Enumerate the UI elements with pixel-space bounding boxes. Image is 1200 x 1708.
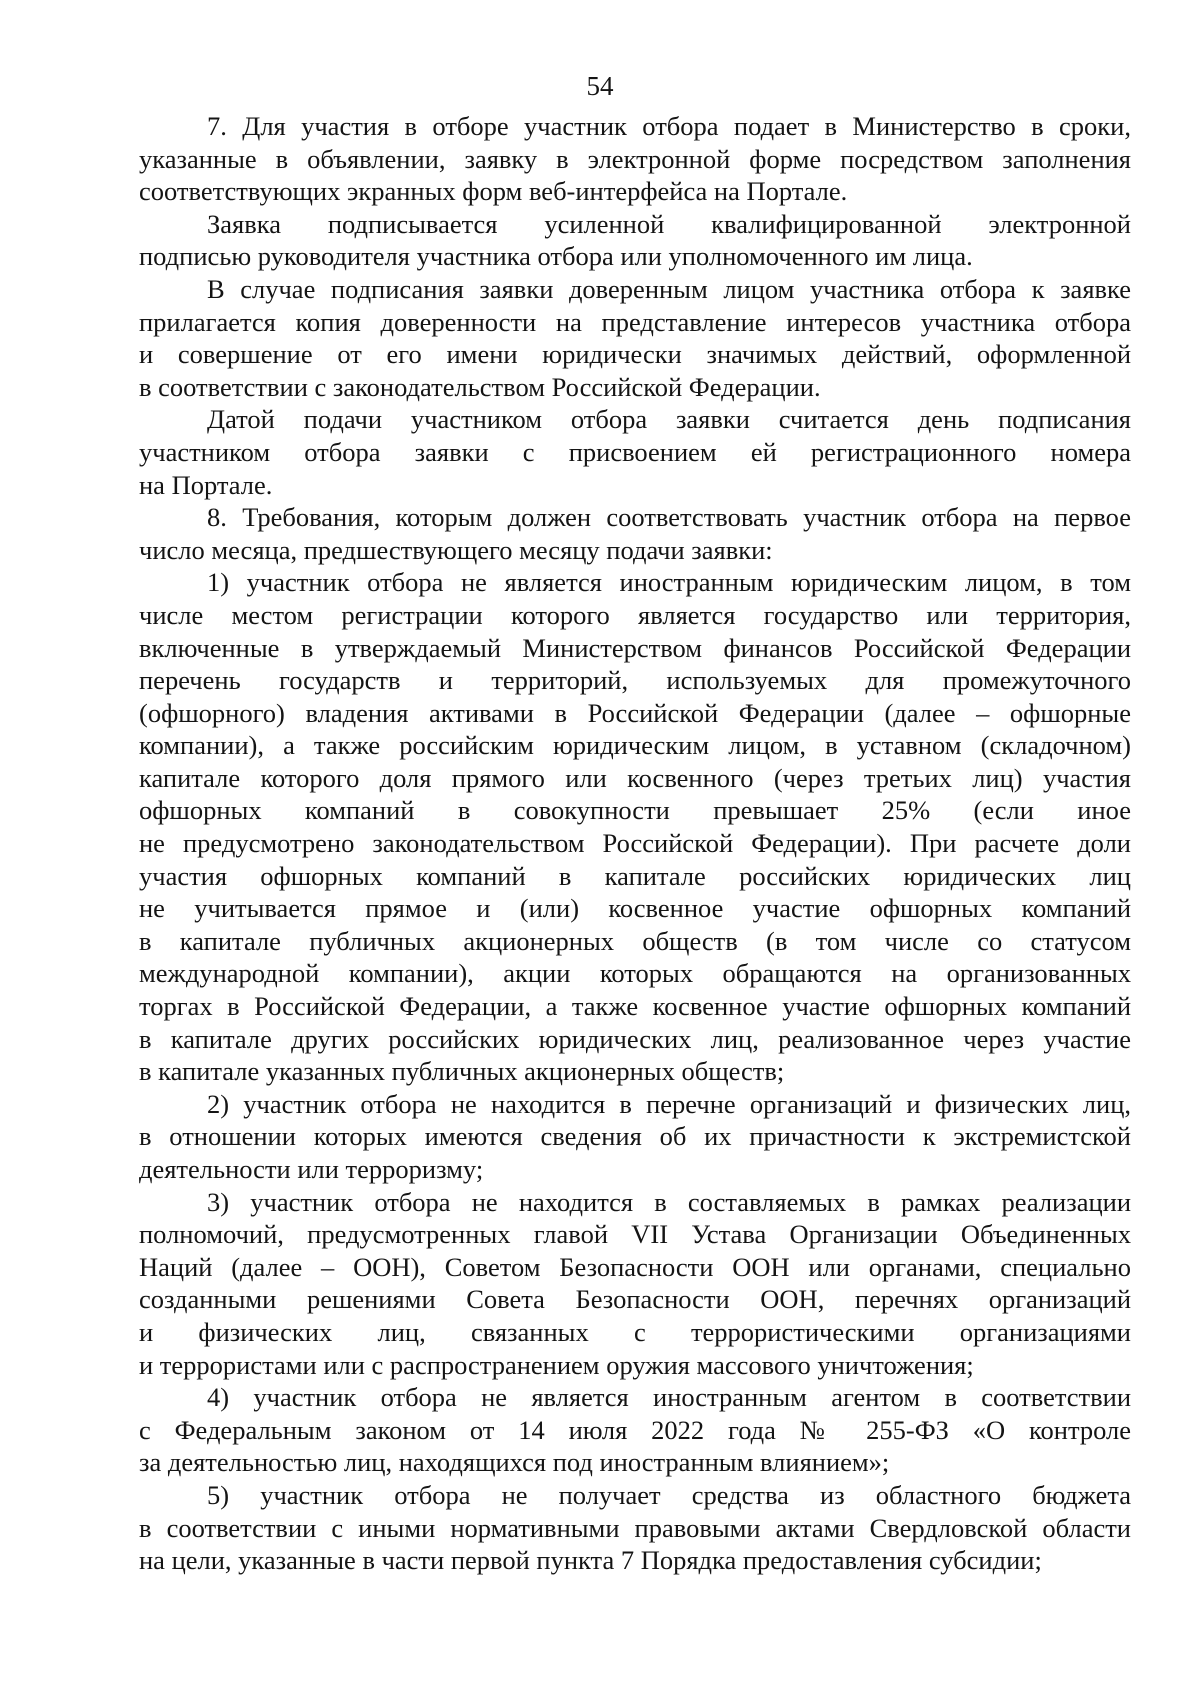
document-body (139, 110, 1131, 1577)
text-line-content: 5) участник отбора не получает средства из областного бюджета (207, 1479, 1131, 1510)
text-line (139, 273, 1131, 306)
text-line-content: в капитале публичных акционерных обществ (в том числе со статусом (139, 925, 1131, 956)
text-line (139, 534, 1131, 567)
paragraph (139, 110, 1131, 208)
text-line-content: в соответствии с иными нормативными правовыми актами Свердловской области (139, 1512, 1131, 1543)
text-line-content: прилагается копия доверенности на представление интересов участника отбора (139, 306, 1131, 337)
text-line-content: участником отбора заявки с присвоением ей регистрационного номера (139, 436, 1131, 467)
text-line-content: Датой подачи участником отбора заявки считается день подписания (207, 404, 1131, 435)
text-line-content: и террористами или с распространением оружия массового уничтожения; (139, 1349, 974, 1380)
text-line (139, 664, 1131, 697)
text-line (139, 990, 1131, 1023)
text-line-content: не учитывается прямое и (или) косвенное участие офшорных компаний (139, 893, 1131, 924)
paragraph (139, 501, 1131, 566)
text-line (139, 1088, 1131, 1121)
text-line (139, 1349, 1131, 1382)
text-line (139, 860, 1131, 893)
text-line-content: созданными решениями Совета Безопасности ООН, перечнях организаций (139, 1284, 1131, 1315)
text-line (139, 632, 1131, 665)
text-line-content: на цели, указанные в части первой пункта 7 Порядка предоставления субсидии; (139, 1545, 1042, 1576)
paragraph (139, 1186, 1131, 1382)
paragraph (139, 1381, 1131, 1479)
text-line (139, 110, 1131, 143)
text-line (139, 566, 1131, 599)
text-line-content: в отношении которых имеются сведения об их причастности к экстремистской (139, 1121, 1131, 1152)
text-line (139, 240, 1131, 273)
text-line (139, 436, 1131, 469)
paragraph (139, 1088, 1131, 1186)
text-line (139, 599, 1131, 632)
text-line-content: В случае подписания заявки доверенным лицом участника отбора к заявке (207, 273, 1131, 304)
paragraph (139, 208, 1131, 273)
text-line (139, 1316, 1131, 1349)
text-line (139, 729, 1131, 762)
paragraph (139, 403, 1131, 501)
text-line (139, 1186, 1131, 1219)
text-line (139, 1512, 1131, 1545)
text-line-content: не предусмотрено законодательством Российской Федерации). При расчете доли (139, 828, 1131, 859)
text-line (139, 1381, 1131, 1414)
text-line-content: Заявка подписывается усиленной квалифицированной электронной (207, 208, 1131, 239)
text-line-content: деятельности или терроризму; (139, 1154, 484, 1184)
text-line (139, 925, 1131, 958)
text-line (139, 1055, 1131, 1088)
text-line-content: соответствующих экранных форм веб-интерфейса на Портале. (139, 176, 848, 207)
text-line-content: (офшорного) владения активами в Российской Федерации (далее – офшорные (139, 697, 1131, 728)
text-line-content: офшорных компаний в совокупности превышает 25% (если иное (139, 795, 1131, 826)
text-line (139, 762, 1131, 795)
text-line (139, 697, 1131, 730)
text-line-content: 8. Требования, которым должен соответствовать участник отбора на первое (207, 502, 1131, 533)
text-line (139, 794, 1131, 827)
text-line-content: включенные в утверждаемый Министерством финансов Российской Федерации (139, 632, 1131, 663)
text-line (139, 175, 1131, 208)
text-line-content: полномочий, предусмотренных главой VII Устава Организации Объединенных (139, 1219, 1131, 1250)
text-line-content: международной компании), акции которых обращаются на организованных (139, 958, 1131, 989)
text-line-content: компании), а также российским юридическим лицом, в уставном (складочном) (139, 730, 1131, 761)
text-line (139, 403, 1131, 436)
text-line-content: 4) участник отбора не является иностранным агентом в соответствии (207, 1382, 1131, 1413)
text-line-content: за деятельностью лиц, находящихся под иностранным влиянием»; (139, 1447, 890, 1478)
text-line-content: 2) участник отбора не находится в перечне организаций и физических лиц, (207, 1088, 1131, 1119)
text-line-content: перечень государств и территорий, используемых для промежуточного (139, 665, 1131, 696)
text-line (139, 1479, 1131, 1512)
text-line (139, 1153, 1131, 1186)
text-line (139, 827, 1131, 860)
text-line (139, 306, 1131, 339)
text-line-content: указанные в объявлении, заявку в электронной форме посредством заполнения (139, 143, 1131, 174)
text-line (139, 469, 1131, 502)
text-line-content: числе местом регистрации которого является государство или территория, (139, 599, 1131, 630)
text-line (139, 208, 1131, 241)
text-line (139, 1544, 1131, 1577)
text-line (139, 1218, 1131, 1251)
text-line-content: Наций (далее – ООН), Советом Безопасности ООН или органами, специально (139, 1251, 1131, 1282)
text-line-content: подписью руководителя участника отбора или уполномоченного им лица. (139, 241, 973, 272)
text-line (139, 1283, 1131, 1316)
text-line (139, 371, 1131, 404)
text-line-content: в капитале указанных публичных акционерных обществ; (139, 1056, 785, 1087)
text-line-content: с Федеральным законом от 14 июля 2022 года № 255-ФЗ «О контроле (139, 1414, 1131, 1445)
text-line (139, 957, 1131, 990)
text-line-content: 7. Для участия в отборе участник отбора подает в Министерство в сроки, (207, 111, 1131, 141)
text-line (139, 338, 1131, 371)
text-line-content: в капитале других российских юридических лиц, реализованное через участие (139, 1023, 1131, 1054)
text-line-content: 3) участник отбора не находится в составляемых в рамках реализации (207, 1186, 1131, 1217)
paragraph (139, 566, 1131, 1088)
text-line (139, 1414, 1131, 1447)
text-line-content: и физических лиц, связанных с террористическими организациями (139, 1316, 1131, 1347)
text-line-content: в соответствии с законодательством Российской Федерации. (139, 371, 821, 402)
text-line-content: капитале которого доля прямого или косвенного (через третьих лиц) участия (139, 762, 1131, 793)
text-line-content: на Портале. (139, 469, 273, 500)
text-line-content: число месяца, предшествующего месяцу подачи заявки: (139, 534, 773, 565)
text-line (139, 892, 1131, 925)
text-line-content: участия офшорных компаний в капитале российских юридических лиц (139, 860, 1131, 891)
text-line (139, 1120, 1131, 1153)
text-line (139, 1251, 1131, 1284)
text-line-content: торгах в Российской Федерации, а также косвенное участие офшорных компаний (139, 991, 1131, 1022)
text-line (139, 143, 1131, 176)
paragraph (139, 273, 1131, 403)
page-number: 54 (586, 71, 614, 101)
text-line (139, 501, 1131, 534)
paragraph (139, 1479, 1131, 1577)
text-line (139, 1023, 1131, 1056)
text-line (139, 1446, 1131, 1479)
text-line-content: 1) участник отбора не является иностранным юридическим лицом, в том (207, 567, 1131, 598)
text-line-content: и совершение от его имени юридически значимых действий, оформленной (139, 339, 1131, 370)
